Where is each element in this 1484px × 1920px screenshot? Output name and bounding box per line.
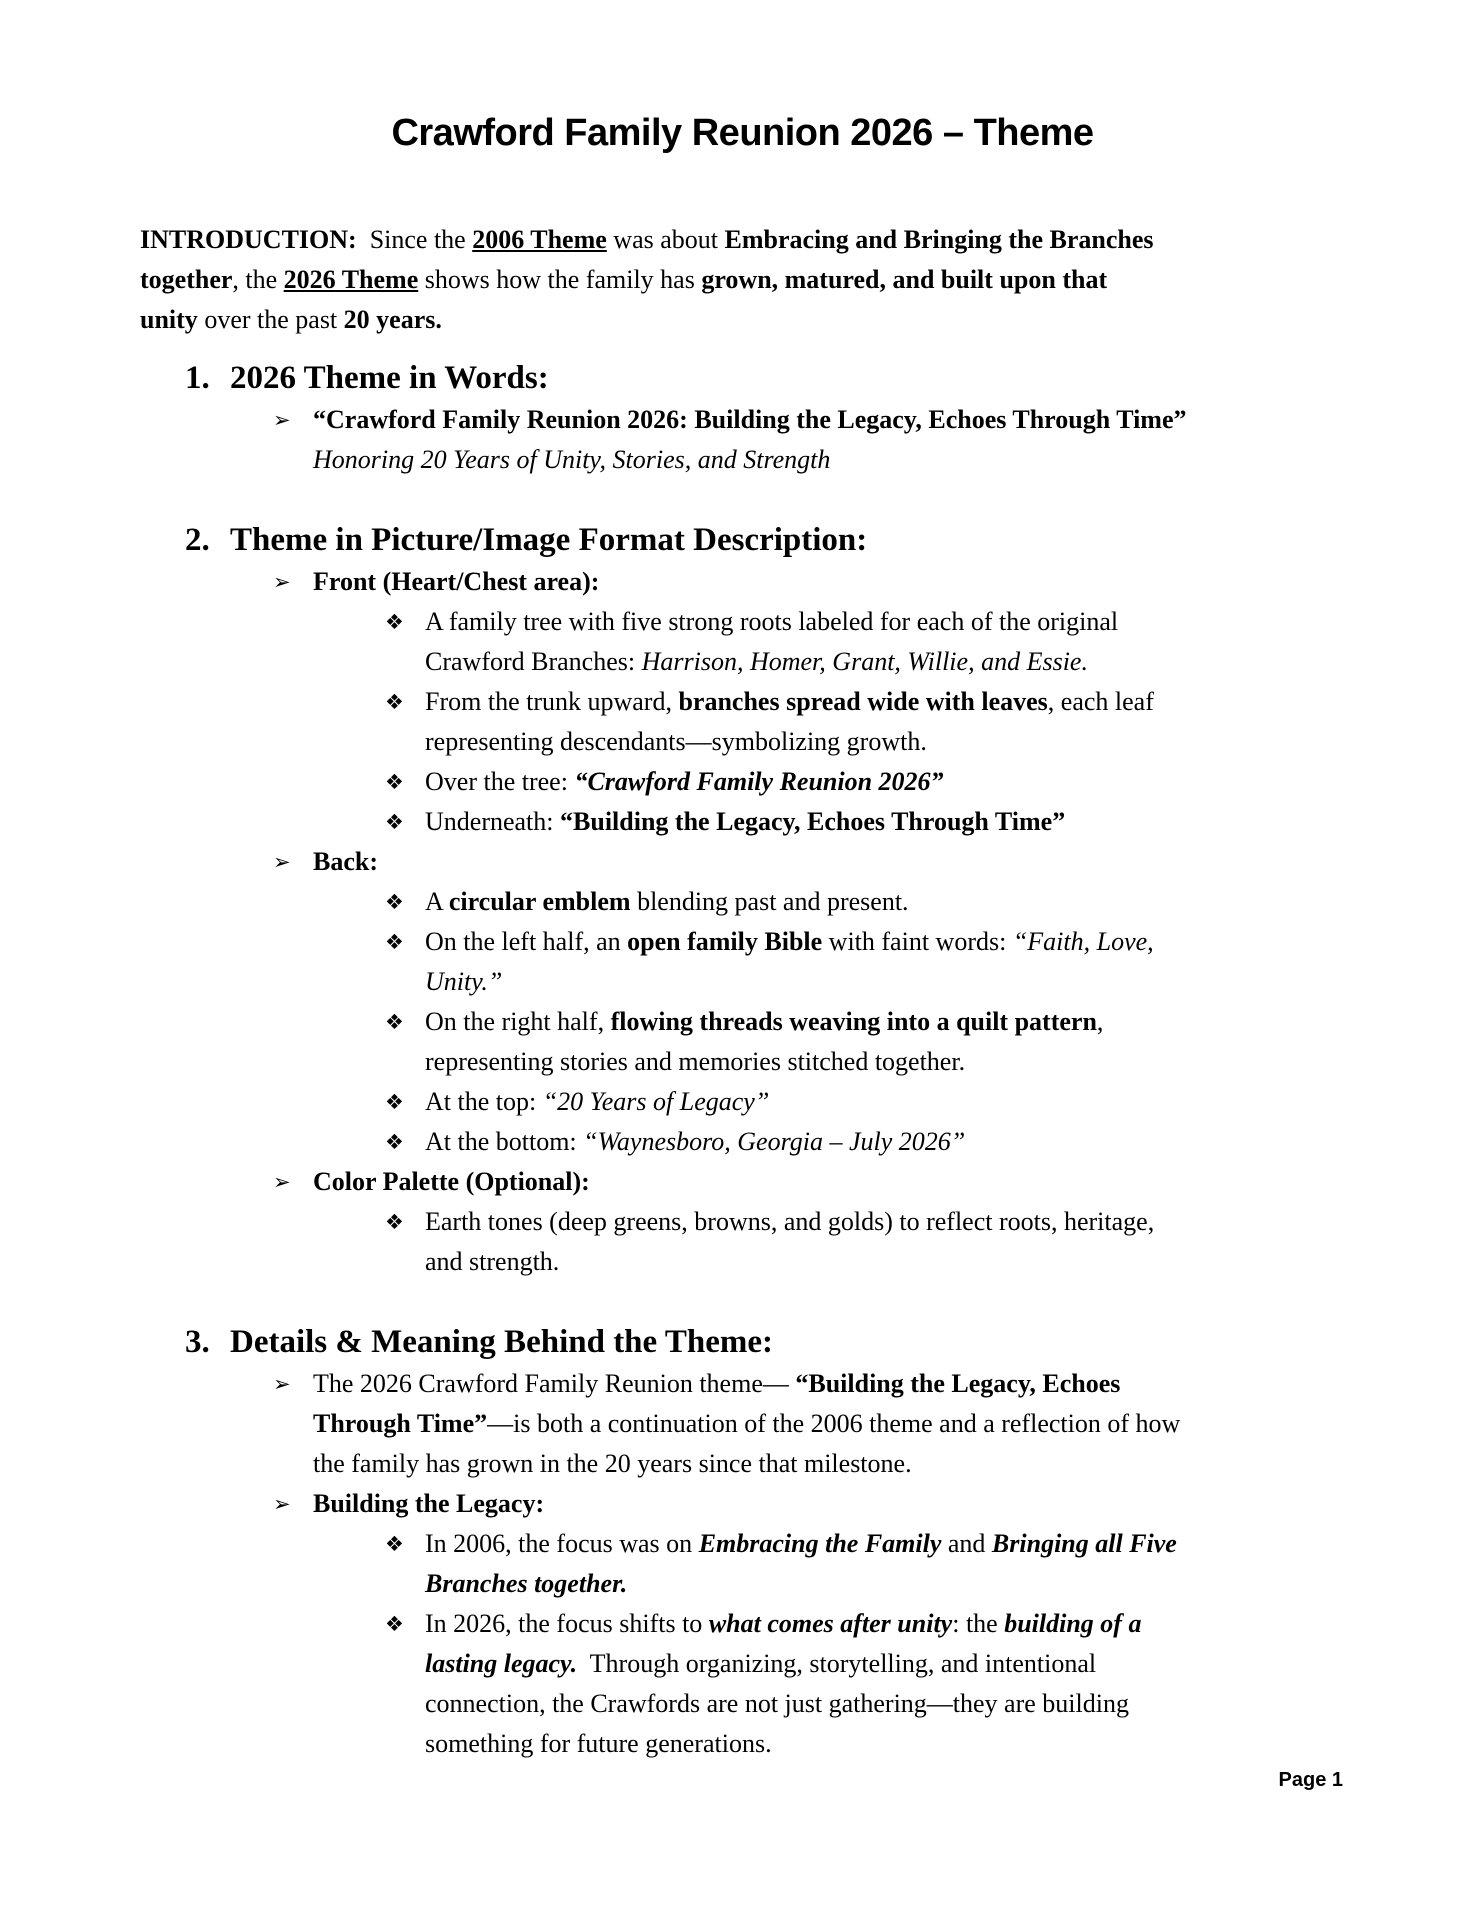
diamond-bullet-icon: ❖ [385,1010,404,1034]
document-title: Crawford Family Reunion 2026 – Theme [391,112,1094,154]
arrow-bullet-icon: ➢ [273,1372,291,1396]
list-item [140,922,1345,1002]
diamond-bullet-icon: ❖ [385,1090,404,1114]
section-number: 2. [185,522,210,558]
list-item-building-legacy [140,1484,1345,1524]
diamond-bullet-icon: ❖ [385,1130,404,1154]
section-heading [140,518,1345,562]
section-details-meaning [140,1320,1345,1764]
section-number: 3. [185,1324,210,1360]
diamond-bullet-icon: ❖ [385,690,404,714]
list-item [140,400,1345,480]
arrow-bullet-icon: ➢ [273,570,291,594]
list-item [140,762,1345,802]
list-item-text: Back: [313,847,378,876]
list-item-text: Underneath: “Building the Legacy, Echoes Through Time” [425,807,1066,836]
list-item [140,1202,1345,1282]
list-item [140,1002,1345,1082]
diamond-bullet-icon: ❖ [385,1612,404,1636]
arrow-bullet-icon: ➢ [273,850,291,874]
diamond-bullet-icon: ❖ [385,610,404,634]
list-item-text: Over the tree: “Crawford Family Reunion 2026” [425,767,944,796]
list-item [140,1082,1345,1122]
list-item-text: On the left half, an open family Bible with faint words: “Faith, Love, Unity.” [425,927,1154,996]
section-theme-in-picture [140,518,1345,1282]
list-item-text: At the top: “20 Years of Legacy” [425,1087,770,1116]
list-item-back [140,842,1345,882]
diamond-bullet-icon: ❖ [385,810,404,834]
list-item [140,602,1345,682]
list-item-text: Earth tones (deep greens, browns, and golds) to reflect roots, heritage, and strength. [425,1207,1155,1276]
list-item-text: At the bottom: “Waynesboro, Georgia – July 2026” [425,1127,966,1156]
list-item-text: In 2006, the focus was on Embracing the Family and Bringing all Five Branches together. [425,1529,1177,1598]
section-heading-text: Theme in Picture/Image Format Description: [230,522,868,558]
page-number: Page 1 [1278,1769,1343,1791]
list-item-text: The 2026 Crawford Family Reunion theme— “Building the Legacy, Echoes Through Time”—is both a continuation of the 2006 theme and a reflection of how the family has grown in the 20 years since that milestone. [313,1369,1181,1478]
arrow-bullet-icon: ➢ [273,408,291,432]
list-item-text: On the right half, flowing threads weaving into a quilt pattern, representing stories and memories stitched together. [425,1007,1104,1076]
list-item-color-palette [140,1162,1345,1202]
list-item [140,882,1345,922]
list-item [140,1604,1345,1764]
list-item-front [140,562,1345,602]
list-item-text: From the trunk upward, branches spread wide with leaves, each leaf representing descendants—symbolizing growth. [425,687,1154,756]
list-item [140,1364,1345,1484]
list-item-text: In 2026, the focus shifts to what comes after unity: the building of a lasting legacy. Through organizing, storytelling, and intentional connection, the Crawfords are not just gathering—they are building something for future generations. [425,1609,1142,1758]
list-item-text: Color Palette (Optional): [313,1167,590,1196]
diamond-bullet-icon: ❖ [385,1532,404,1556]
list-item-text: A family tree with five strong roots labeled for each of the original Crawford Branches: Harrison, Homer, Grant, Willie, and Essie. [425,607,1119,676]
arrow-bullet-icon: ➢ [273,1492,291,1516]
list-item [140,1524,1345,1604]
section-number: 1. [185,360,210,396]
list-item [140,682,1345,762]
section-heading [140,356,1345,400]
list-item-text: A circular emblem blending past and present. [425,887,909,916]
section-theme-in-words [140,356,1345,480]
diamond-bullet-icon: ❖ [385,1210,404,1234]
arrow-bullet-icon: ➢ [273,1170,291,1194]
list-item [140,1122,1345,1162]
list-item-text: “Crawford Family Reunion 2026: Building the Legacy, Echoes Through Time” Honoring 20 Years of Unity, Stories, and Strength [313,405,1187,474]
diamond-bullet-icon: ❖ [385,770,404,794]
list-item-text: Front (Heart/Chest area): [313,567,600,596]
diamond-bullet-icon: ❖ [385,930,404,954]
section-heading [140,1320,1345,1364]
list-item [140,802,1345,842]
introduction-paragraph: INTRODUCTION: Since the 2006 Theme was about Embracing and Bringing the Branches together, the 2026 Theme shows how the family has grown, matured, and built upon that unity over the past 20 years. [140,225,1154,334]
section-heading-text: Details & Meaning Behind the Theme: [230,1324,773,1360]
section-heading-text: 2026 Theme in Words: [230,360,549,396]
list-item-text: Building the Legacy: [313,1489,545,1518]
diamond-bullet-icon: ❖ [385,890,404,914]
